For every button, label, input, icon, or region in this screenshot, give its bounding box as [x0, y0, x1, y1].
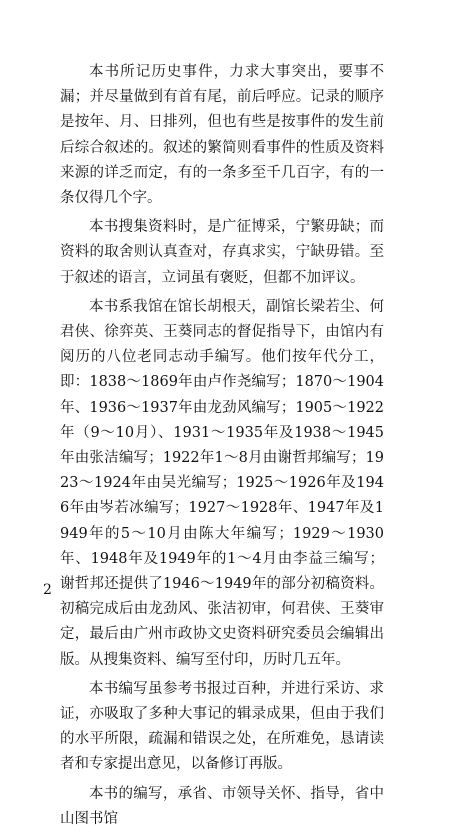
paragraph-2: 本书搜集资料时，是广征博采，宁繁毋缺；而资料的取舍则认真查对，存真求实，宁缺毋错。至于叙述的语言，立词虽有褒贬，但都不加评议。 — [60, 219, 384, 286]
body-text — [60, 60, 384, 836]
page-number: 2 — [43, 582, 52, 598]
paragraph-5: 本书的编写，承省、市领导关怀、指导，省中山图书馆 — [60, 785, 384, 827]
paragraph-4: 本书编写虽参考书报过百种，并进行采访、求证，亦吸取了多种大事记的辑录成果，但由于我们的水平所限，疏漏和错误之处，在所难免，恳请读者和专家提出意见，以备修订再版。 — [60, 680, 384, 773]
paragraph-3: 本书系我馆在馆长胡根天，副馆长梁若尘、何君侠、徐弈英、王葵同志的督促指导下，由馆内有阅历的八位老同志动手编写。他们按年代分工，即：1838～1869年由卢作尧编写；1870～1904年、1936～1937年由龙劲风编写；1905～1922年（9～10月）、1931～1935年及1938～1945年由张洁编写；1922年1～8月由谢哲邦编写；1923～1924年由吴光编写；1925～1926年及1946年由岑若冰编写；1927～1928年、1947年及1949年的5～10月由陈大年编写；1929～1930年、1948年及1949年的1～4月由李益三编写；谢哲邦还提供了1946～1949年的部分初稿资料。初稿完成后由龙劲风、张洁初审，何君侠、王葵审定，最后由广州市政协文史资料研究委员会编辑出版。从搜集资料、编写至付印，历时几五年。 — [60, 298, 384, 668]
paragraph-1: 本书所记历史事件，力求大事突出，要事不漏；并尽量做到有首有尾，前后呼应。记录的顺序是按年、月、日排列，但也有些是按事件的发生前后综合叙述的。叙述的繁简则看事件的性质及资料来源的详乏而定，有的一条多至千几百字，有的一条仅得几个字。 — [60, 64, 384, 207]
